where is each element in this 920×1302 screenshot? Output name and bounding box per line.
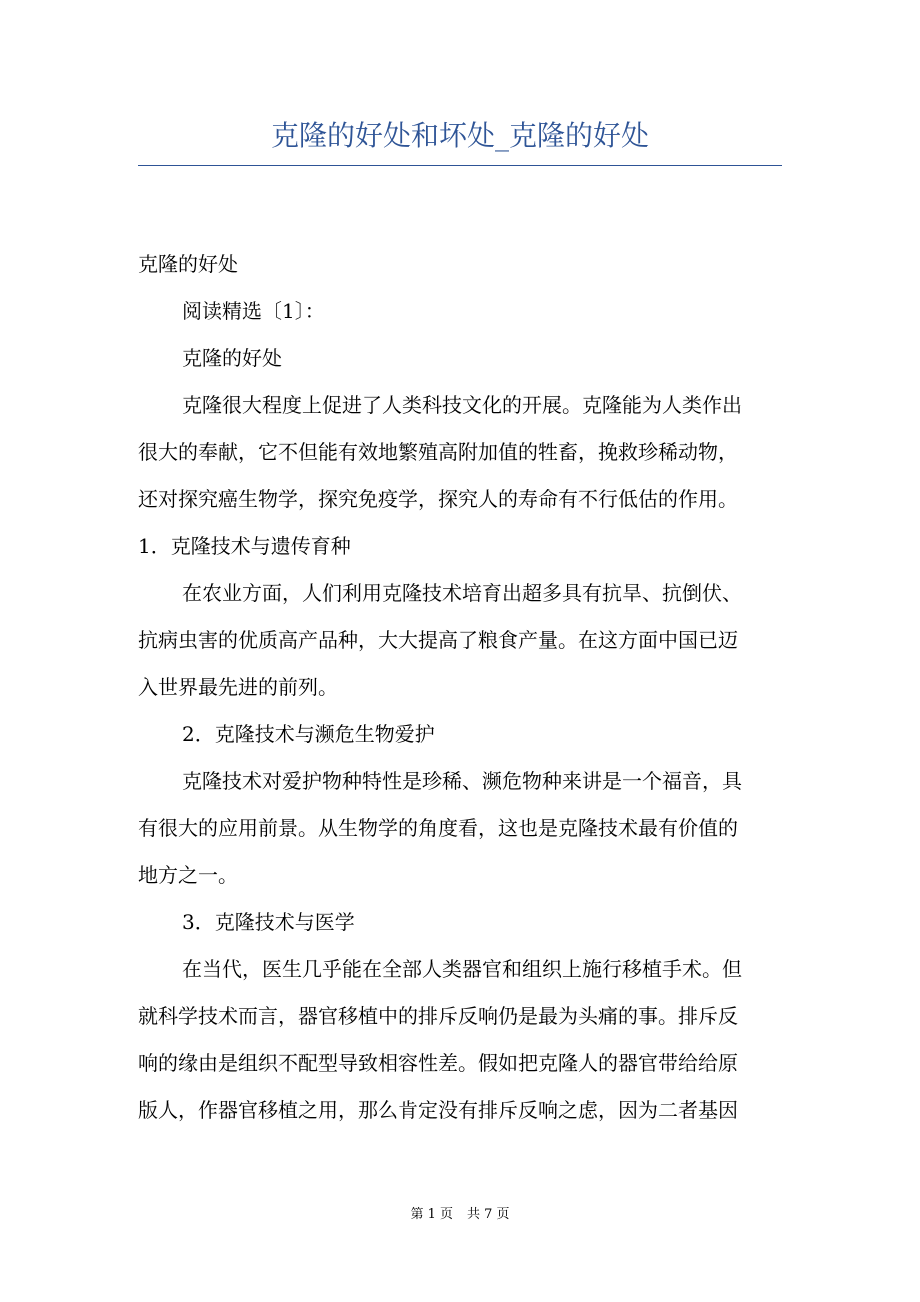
paragraph-line: 在当代，医生几乎能在全部人类器官和组织上施行移植手术。但 (182, 957, 742, 981)
document-body (138, 241, 788, 1134)
page-total: 共 7 页 (467, 1207, 510, 1222)
paragraph-line: 地方之一。 (138, 863, 238, 887)
document-title: 克隆的好处和坏处_克隆的好处 (270, 119, 649, 152)
paragraph-line: 在农业方面，人们利用克隆技术培育出超多具有抗旱、抗倒伏、 (182, 581, 742, 605)
paragraph-line: 抗病虫害的优质高产品种，大大提高了粮食产量。在这方面中国已迈 (138, 628, 738, 652)
section-heading: 2．克隆技术与濒危生物爱护 (182, 722, 435, 746)
paragraph-line: 克隆的好处 (138, 252, 238, 276)
paragraph-line: 很大的奉献，它不但能有效地繁殖高附加值的牲畜，挽救珍稀动物， (138, 440, 738, 464)
title-underline (138, 165, 782, 166)
paragraph-line: 有很大的应用前景。从生物学的角度看，这也是克隆技术最有价值的 (138, 816, 738, 840)
section-heading: 1．克隆技术与遗传育种 (138, 534, 351, 558)
section-heading: 3．克隆技术与医学 (182, 910, 355, 934)
paragraph-line: 阅读精选〔1〕： (182, 299, 325, 323)
paragraph-line: 响的缘由是组织不配型导致相容性差。假如把克隆人的器官带给给原 (138, 1051, 738, 1075)
paragraph-line: 克隆很大程度上促进了人类科技文化的开展。克隆能为人类作出 (182, 393, 742, 417)
paragraph-line: 克隆技术对爱护物种特性是珍稀、濒危物种来讲是一个福音，具 (182, 769, 742, 793)
page-footer (0, 1205, 920, 1225)
paragraph-line: 版人，作器官移植之用，那么肯定没有排斥反响之虑，因为二者基因 (138, 1098, 738, 1122)
paragraph-line: 就科学技术而言，器官移植中的排斥反响仍是最为头痛的事。排斥反 (138, 1004, 738, 1028)
paragraph-line: 入世界最先进的前列。 (138, 675, 338, 699)
paragraph-line: 还对探究癌生物学，探究免疫学，探究人的寿命有不行低估的作用。 (138, 487, 738, 511)
paragraph-line: 克隆的好处 (182, 346, 282, 370)
page-number: 第 1 页 (410, 1207, 453, 1222)
